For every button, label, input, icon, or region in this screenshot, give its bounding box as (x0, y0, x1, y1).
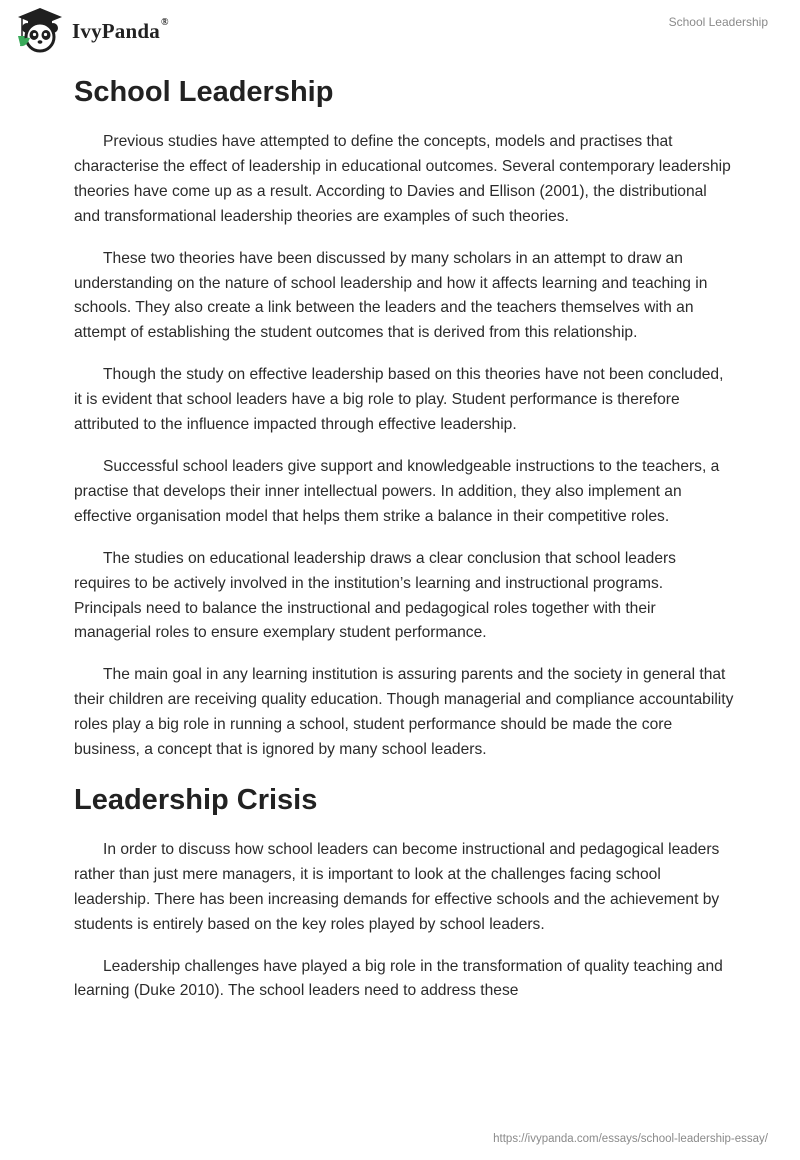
registered-mark: ® (160, 16, 169, 28)
page-title: School Leadership (74, 76, 334, 108)
paragraph: Though the study on effective leadership based on this theories have not been concluded, it is evident that school leaders have a big role to play. Student performance is therefore attributed to the influence impacted through effective leadership. (74, 366, 724, 434)
running-title: School Leadership (668, 15, 768, 29)
article-body (74, 72, 734, 1021)
ivypanda-logo[interactable] (14, 6, 169, 54)
paragraph: Leadership challenges have played a big role in the transformation of quality teaching and learning (Duke 2010). The school leaders need to address these (74, 957, 723, 1000)
section-heading: Leadership Crisis (74, 783, 318, 816)
paragraph: The main goal in any learning institution is assuring parents and the society in general that their children are receiving quality education. Though managerial and compliance accountability roles play a big role in running a school, student performance should be made the core business, a concept that is ignored by many school leaders. (74, 666, 734, 759)
page-header (0, 0, 800, 60)
paragraph: Previous studies have attempted to define the concepts, models and practises that characterise the effect of leadership in educational outcomes. Several contemporary leadership theories have come up as a result. According to Davies and Ellison (2001), the distributional and transformational leadership theories are examples of such theories. (74, 133, 731, 225)
logo-wordmark: IvyPanda® (72, 16, 169, 43)
source-url[interactable]: https://ivypanda.com/essays/school-leadership-essay/ (493, 1133, 768, 1145)
panda-graduate-icon (14, 6, 66, 54)
paragraph: The studies on educational leadership draws a clear conclusion that school leaders requires to be actively involved in the institution’s learning and instructional programs. Principals need to balance the instructional and pedagogical roles together with their managerial roles to ensure exemplary student performance. (74, 549, 676, 642)
paragraph: These two theories have been discussed by many scholars in an attempt to draw an understanding on the nature of school leadership and how it affects learning and teaching in schools. They also create a link between the leaders and the teachers themselves with an attempt of establishing the student outcomes that is derived from this relationship. (74, 249, 708, 342)
paragraph: Successful school leaders give support and knowledgeable instructions to the teachers, a practise that develops their inner intellectual powers. In addition, they also implement an effective organisation model that helps them strike a balance in their competitive roles. (74, 457, 720, 525)
paragraph: In order to discuss how school leaders can become instructional and pedagogical leaders rather than just mere managers, it is important to look at the challenges facing school leadership. There has been increasing demands for effective schools and the achievement by students is entirely based on the key roles played by school leaders. (74, 840, 720, 933)
